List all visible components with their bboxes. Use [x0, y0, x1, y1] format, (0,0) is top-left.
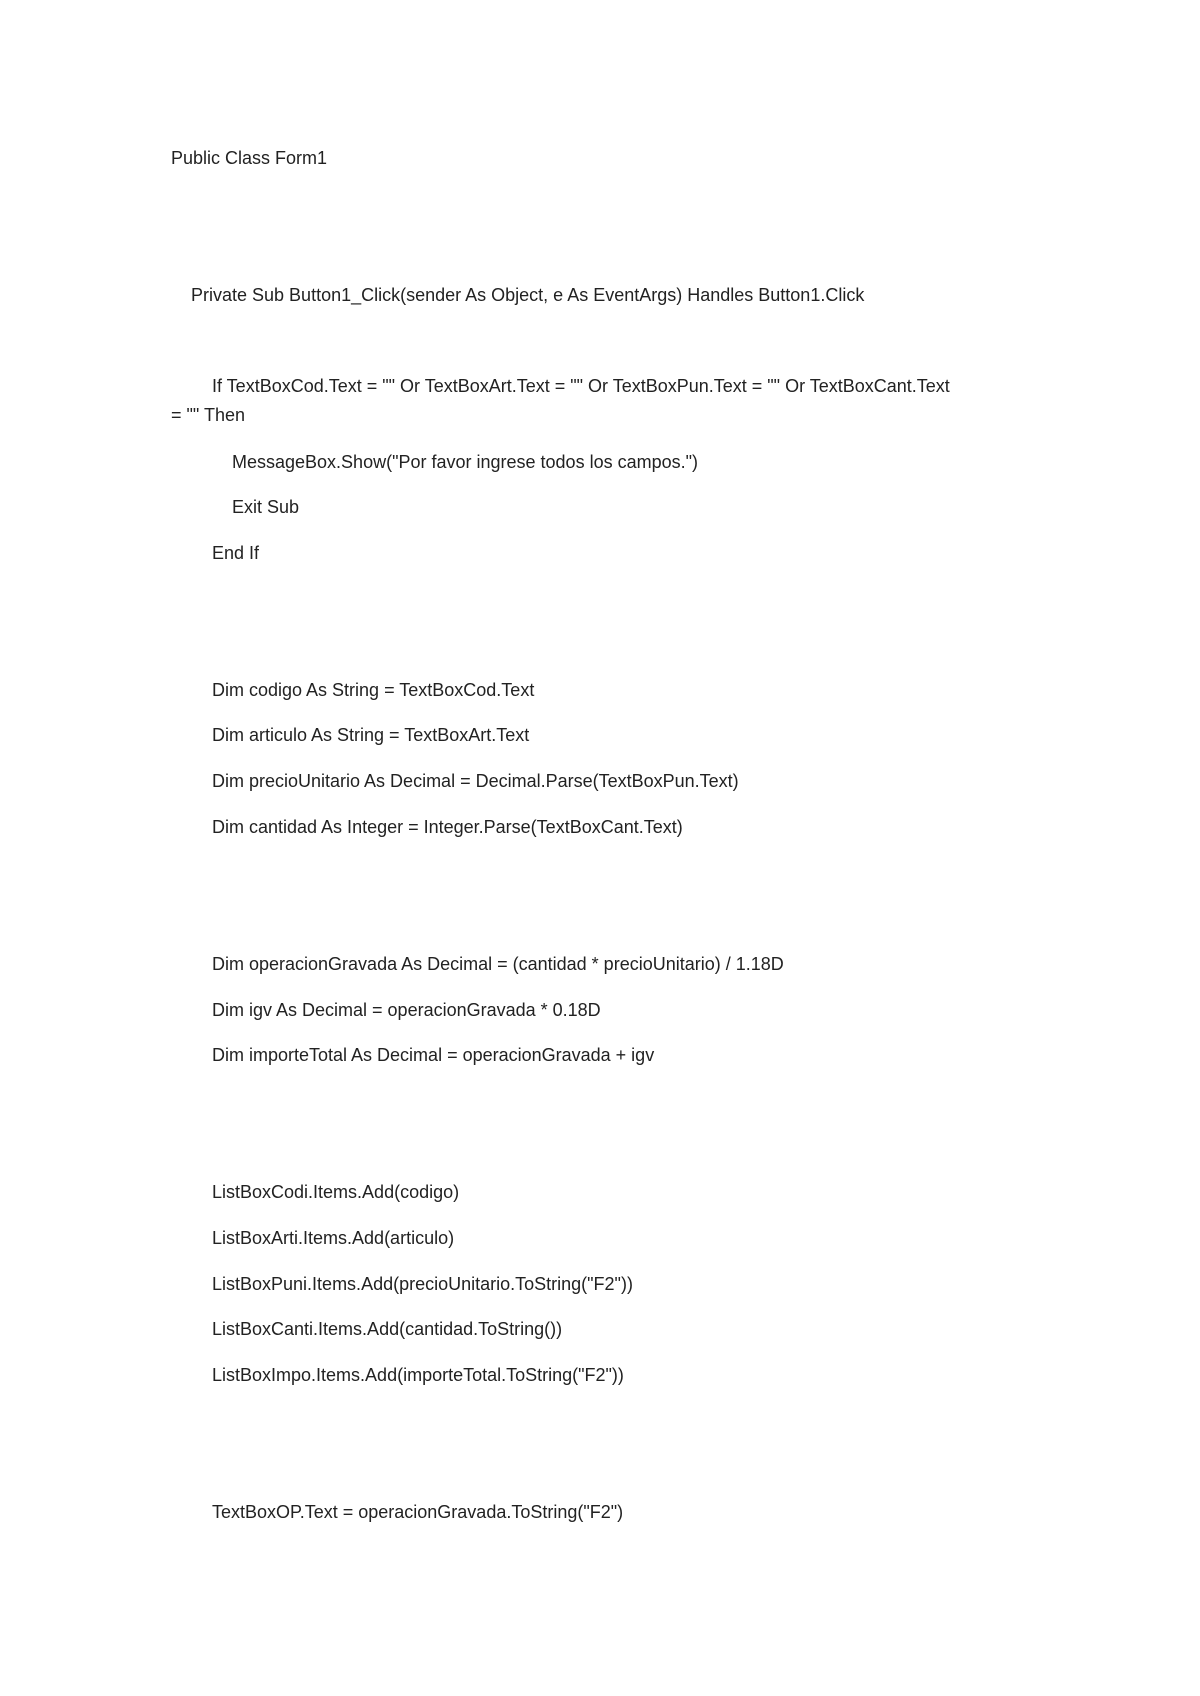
code-line-messagebox: MessageBox.Show("Por favor ingrese todos los campos.") [232, 452, 698, 472]
code-line-listbox-canti: ListBoxCanti.Items.Add(cantidad.ToString()) [212, 1319, 563, 1339]
code-line-dim-operaciongravada: Dim operacionGravada As Decimal = (cantidad * precioUnitario) / 1.18D [212, 954, 784, 974]
code-line-class-declaration: Public Class Form1 [171, 148, 328, 168]
code-line-dim-preciounitario: Dim precioUnitario As Decimal = Decimal.Parse(TextBoxPun.Text) [212, 771, 739, 791]
code-line-end-if: End If [212, 543, 260, 563]
code-line-dim-cantidad: Dim cantidad As Integer = Integer.Parse(TextBoxCant.Text) [212, 817, 683, 837]
code-line-if-condition-wrap: = "" Then [171, 405, 245, 425]
code-line-dim-codigo: Dim codigo As String = TextBoxCod.Text [212, 680, 535, 700]
code-line-if-condition: If TextBoxCod.Text = "" Or TextBoxArt.Text = "" Or TextBoxPun.Text = "" Or TextBoxCant.Text [212, 376, 950, 396]
code-line-textbox-op: TextBoxOP.Text = operacionGravada.ToString("F2") [212, 1502, 624, 1522]
code-line-dim-importetotal: Dim importeTotal As Decimal = operacionGravada + igv [212, 1045, 655, 1065]
code-line-listbox-impo: ListBoxImpo.Items.Add(importeTotal.ToString("F2")) [212, 1365, 624, 1385]
code-line-sub-declaration: Private Sub Button1_Click(sender As Object, e As EventArgs) Handles Button1.Click [191, 285, 865, 305]
code-line-exit-sub: Exit Sub [232, 497, 300, 517]
code-line-listbox-puni: ListBoxPuni.Items.Add(precioUnitario.ToString("F2")) [212, 1274, 633, 1294]
code-line-listbox-arti: ListBoxArti.Items.Add(articulo) [212, 1228, 455, 1248]
code-line-dim-articulo: Dim articulo As String = TextBoxArt.Text [212, 725, 530, 745]
code-line-listbox-codi: ListBoxCodi.Items.Add(codigo) [212, 1182, 460, 1202]
code-line-dim-igv: Dim igv As Decimal = operacionGravada * 0.18D [212, 1000, 601, 1020]
